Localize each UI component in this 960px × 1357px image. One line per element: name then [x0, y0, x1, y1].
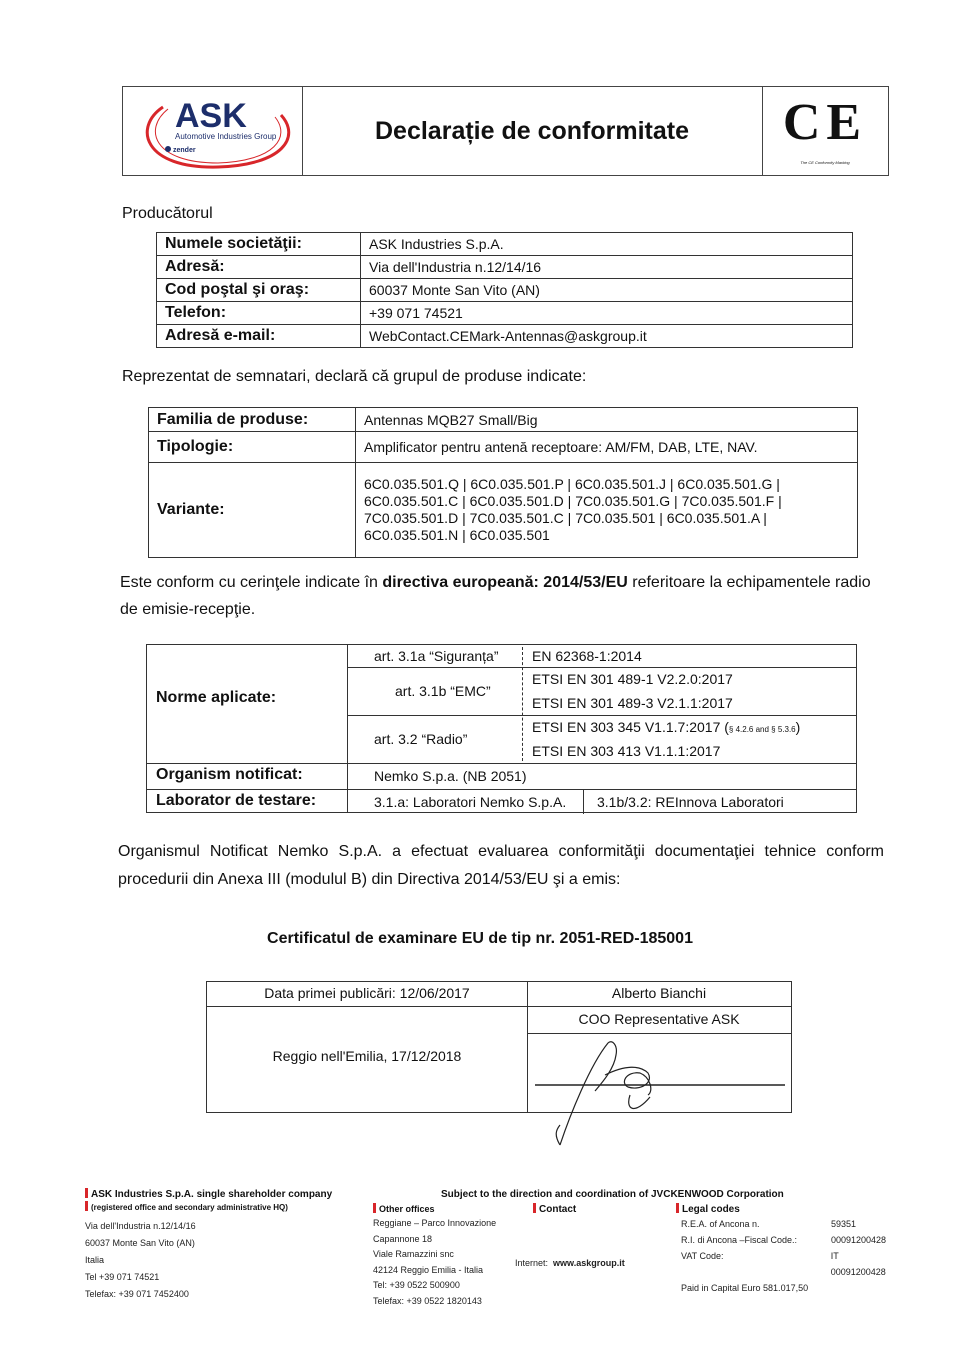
company-row	[157, 302, 853, 325]
legal-value: IT 00091200428	[830, 1251, 886, 1277]
producer-label: Producătorul	[122, 205, 213, 222]
company-table	[156, 232, 853, 348]
variant-line: 7C0.035.501.D | 7C0.035.501.C | 7C0.035.501 | 6C0.035.501.A |	[364, 510, 767, 526]
company-value: ASK Industries S.p.A.	[361, 233, 853, 256]
footer-contact	[533, 1203, 673, 1216]
product-table	[148, 407, 858, 558]
legal-value: 00091200428	[831, 1235, 887, 1245]
statement-text: Reprezentat de semnatari, declară că grupul de produse indicate:	[122, 368, 587, 385]
company-value: 60037 Monte San Vito (AN)	[361, 279, 853, 302]
variant-line: 6C0.035.501.N | 6C0.035.501	[364, 527, 550, 543]
art-radio: art. 3.2 “Radio”	[374, 731, 468, 747]
variants-label: Variante:	[149, 463, 356, 558]
ce-mark	[762, 87, 888, 175]
company-row	[157, 256, 853, 279]
footer-line: Reggiane – Parco Innovazione	[373, 1218, 497, 1228]
company-label: Adresă e-mail:	[157, 325, 361, 348]
std-radio-2: ETSI EN 303 413 V1.1.1:2017	[532, 743, 721, 759]
footer-line: Viale Ramazzini snc	[373, 1249, 454, 1259]
legal-row	[681, 1232, 896, 1248]
legal-row	[681, 1280, 896, 1296]
jvc-line: Subject to the direction and coordination of JVCKENWOOD Corporation	[441, 1189, 784, 1200]
family-label: Familia de produse:	[149, 408, 356, 432]
legal-head: Legal codes	[682, 1204, 740, 1215]
norms-label: Norme aplicate:	[156, 689, 277, 706]
footer-legal	[676, 1203, 896, 1296]
footer-line: 60037 Monte San Vito (AN)	[85, 1238, 195, 1248]
type-label: Tipologie:	[149, 432, 356, 463]
nemko-line-2: procedurii din Anexa III (modulul B) din Directiva 2014/53/EU şi a emis:	[118, 871, 621, 888]
std-emc-1: ETSI EN 301 489-1 V2.2.0:2017	[532, 671, 733, 687]
company-sub: (registered office and secondary administrative HQ)	[91, 1203, 288, 1212]
footer-company	[85, 1188, 415, 1303]
art-emc: art. 3.1b “EMC”	[395, 683, 491, 699]
std-emc-2: ETSI EN 301 489-3 V2.1.1:2017	[532, 695, 733, 711]
notified-label: Organism notificat:	[156, 766, 303, 783]
lab-value-2: 3.1b/3.2: REInnova Laboratori	[597, 794, 784, 810]
legal-key: R.E.A. of Ancona n.	[681, 1219, 760, 1229]
company-value: +39 071 74521	[361, 302, 853, 325]
header-box	[122, 86, 889, 176]
company-value: Via dell'Industria n.12/14/16	[361, 256, 853, 279]
footer-line: 42124 Reggio Emilia - Italia	[373, 1264, 484, 1275]
std-radio-1: ETSI EN 303 345 V1.1.7:2017 (§ 4.2.6 and § 5.3.6)	[532, 719, 801, 735]
company-row	[157, 325, 853, 348]
footer-line: Tel +39 071 74521	[85, 1272, 160, 1282]
company-label: Cod poştal şi oraş:	[157, 279, 361, 302]
company-label: Numele societăţii:	[157, 233, 361, 256]
variants-value	[356, 463, 858, 558]
footer-line: Italia	[85, 1255, 105, 1265]
footer-line: Via dell'Industria n.12/14/16	[85, 1221, 196, 1231]
type-value: Amplificator pentru antenă receptoare: AM/FM, DAB, LTE, NAV.	[356, 432, 858, 463]
signer-role: COO Representative ASK	[578, 1011, 740, 1027]
legal-row	[681, 1216, 896, 1232]
ask-logo	[123, 87, 303, 175]
conformity-line-2: de emisie-recepţie.	[120, 601, 256, 618]
footer-line: Tel: +39 0522 500900	[373, 1280, 460, 1290]
offices-head: Other offices	[379, 1204, 435, 1214]
company-row	[157, 233, 853, 256]
row-variants	[149, 463, 858, 558]
art-safety: art. 3.1a “Siguranța”	[374, 648, 499, 664]
signature-graphic	[530, 1035, 790, 1155]
legal-key: Paid in Capital Euro 581.017,50	[681, 1283, 809, 1293]
date-label: Data primei publicări: 12/06/2017	[264, 985, 470, 1001]
ask-logo-graphic	[123, 87, 302, 177]
nemko-line-1: Organismul Notificat Nemko S.p.A. a efectuat evaluarea conformităţii documentaţiei tehnice conform	[118, 843, 884, 860]
lab-label: Laborator de testare:	[156, 792, 317, 809]
title-text: Declarație de conformitate	[375, 116, 689, 145]
website-link[interactable]: www.askgroup.it	[553, 1258, 625, 1268]
row-type	[149, 432, 858, 463]
variant-line: 6C0.035.501.C | 6C0.035.501.D | 7C0.035.501.G | 7C0.035.501.F |	[364, 493, 782, 509]
company-row	[157, 279, 853, 302]
company-lines	[85, 1218, 415, 1303]
place-date: Reggio nell'Emilia, 17/12/2018	[272, 1048, 462, 1064]
conformity-line-1	[120, 574, 871, 592]
row-family	[149, 408, 858, 432]
legal-row	[681, 1248, 896, 1280]
conformity-post: referitoare la echipamentele radio	[627, 574, 871, 591]
legal-value: 59351	[831, 1219, 857, 1229]
internet-line: Internet: www.askgroup.it	[515, 1258, 625, 1268]
ce-mark-icon: CE	[782, 94, 868, 151]
legal-rows	[681, 1216, 896, 1296]
footer-line: Telefax: +39 0522 1820143	[373, 1295, 482, 1306]
std-safety: EN 62368-1:2014	[532, 648, 642, 664]
footer-line: Capannone 18	[373, 1233, 433, 1244]
company-label: Telefon:	[157, 302, 361, 325]
company-label: Adresă:	[157, 256, 361, 279]
legal-key: VAT Code:	[681, 1251, 724, 1261]
footer-offices	[373, 1203, 543, 1309]
contact-head: Contact	[539, 1204, 577, 1215]
ask-logo-text: ASK	[175, 97, 247, 135]
notified-value: Nemko S.p.a. (NB 2051)	[374, 768, 527, 784]
signer-name: Alberto Bianchi	[611, 985, 707, 1001]
lab-value-1: 3.1.a: Laboratori Nemko S.p.A.	[374, 794, 567, 810]
directive-ref: directiva europeană: 2014/53/EU	[382, 574, 628, 591]
conformity-pre: Este conform cu cerinţele indicate în	[120, 574, 383, 591]
logo-subtitle: Automotive Industries Group	[175, 132, 277, 141]
family-value: Antennas MQB27 Small/Big	[356, 408, 858, 432]
variant-line: 6C0.035.501.Q | 6C0.035.501.P | 6C0.035.501.J | 6C0.035.501.G |	[364, 476, 780, 492]
zender-logo-text: zender	[173, 147, 196, 154]
company-value: WebContact.CEMark-Antennas@askgroup.it	[361, 325, 853, 348]
document-title	[302, 87, 763, 175]
company-head: ASK Industries S.p.A. single shareholder company	[91, 1189, 333, 1200]
norms-table	[146, 644, 857, 813]
certificate-number: Certificatul de examinare EU de tip nr. 2051-RED-185001	[267, 930, 693, 947]
footer-line: Telefax: +39 071 7452400	[85, 1289, 189, 1299]
ce-caption: The CE Conformity Marking	[800, 160, 850, 165]
legal-key: R.I. di Ancona –Fiscal Code.:	[681, 1235, 798, 1245]
